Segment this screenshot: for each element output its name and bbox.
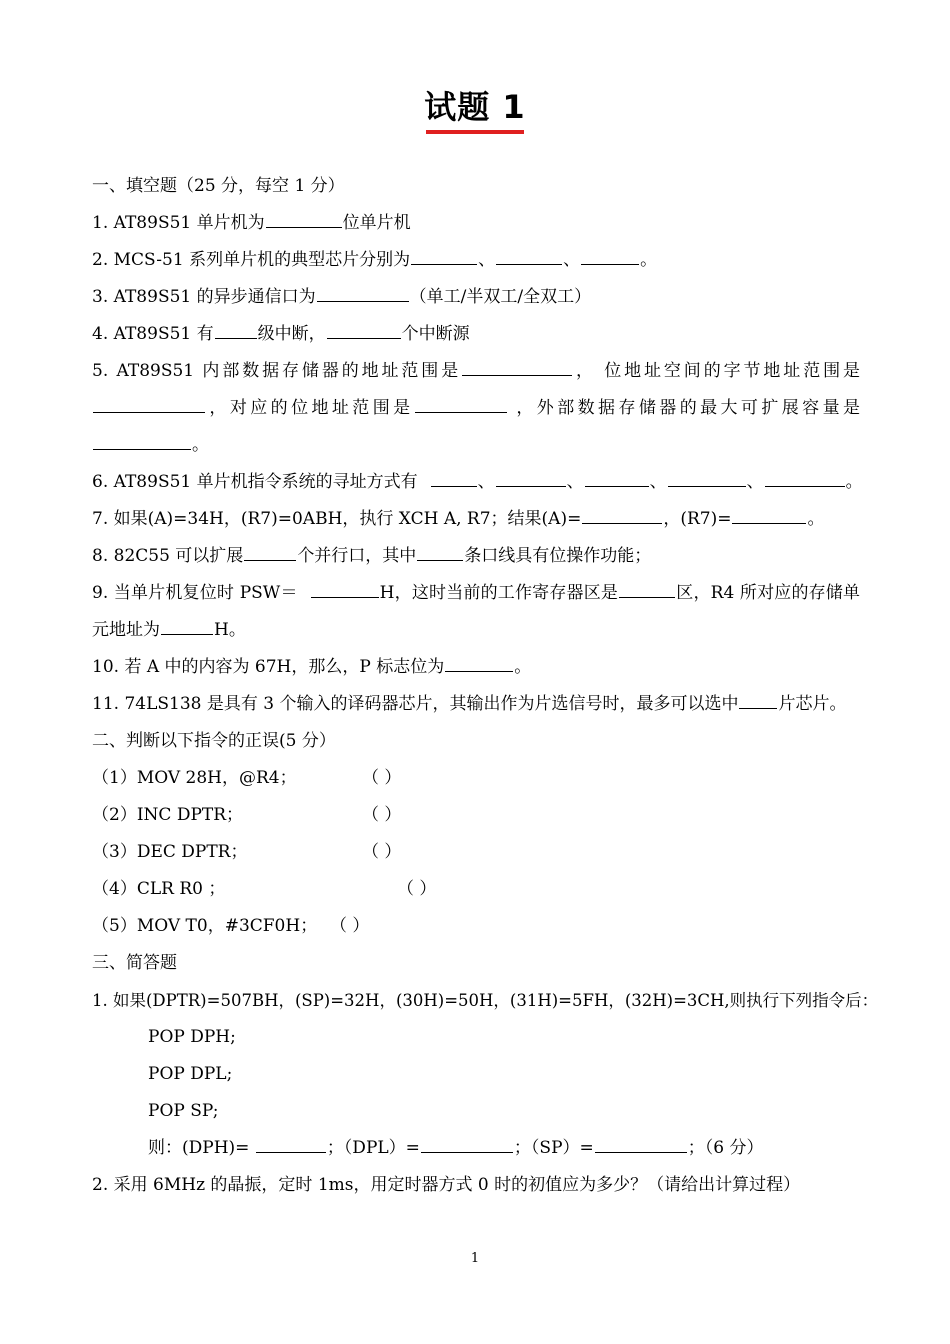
question-2: 2. MCS-51 系列单片机的典型芯片分别为 、 、 。	[92, 250, 658, 270]
blank[interactable]	[668, 470, 746, 487]
code-line-1: POP DPH;	[148, 1027, 236, 1047]
short-answer-2: 2. 采用 6MHz 的晶振，定时 1ms，用定时器方式 0 时的初值应为多少？（请给出计算过程）	[92, 1175, 801, 1195]
question-6: 6. AT89S51 单片机指令系统的寻址方式有 、 、 、 、 。	[92, 472, 863, 492]
question-7: 7. 如果(A)=34H，(R7)=0ABH，执行 XCH A, R7；结果(A)= ，(R7)= 。	[92, 509, 825, 529]
section1-heading: 一、填空题（25 分，每空 1 分）	[92, 176, 345, 196]
blank[interactable]	[496, 470, 566, 487]
section3-heading: 三、简答题	[92, 953, 177, 973]
judge-item-5: （5）MOV T0，#3CF0H； （ ）	[92, 916, 370, 936]
blank[interactable]	[93, 433, 191, 450]
blank[interactable]	[317, 285, 409, 302]
blank[interactable]	[431, 470, 477, 487]
section2-heading: 二、判断以下指令的正误(5 分）	[92, 731, 336, 751]
question-5: 5. AT89S51 内部数据存储器的地址范围是 ， 位地址空间的字节地址范围是，对应的位地址范围是 ，外部数据存储器的最大可扩展容量是。	[92, 361, 861, 455]
blank[interactable]	[595, 1136, 687, 1153]
question-8: 8. 82C55 可以扩展 个并行口，其中 条口线具有位操作功能；	[92, 546, 652, 566]
blank[interactable]	[417, 544, 463, 561]
short-answer-1-result: 则：(DPH)= ；（DPL）= ；（SP）= ；（6 分）	[148, 1138, 764, 1158]
blank[interactable]	[161, 618, 213, 635]
blank[interactable]	[244, 544, 296, 561]
exam-content	[92, 168, 879, 1204]
page-title: 试题 1	[424, 88, 526, 126]
blank[interactable]	[415, 396, 507, 413]
blank[interactable]	[215, 322, 257, 339]
blank[interactable]	[581, 248, 639, 265]
judge-item-4: （4）CLR R0 ； （ ）	[92, 879, 437, 899]
question-1: 1. AT89S51 单片机为 位单片机	[92, 213, 411, 233]
question-11: 11. 74LS138 是具有 3 个输入的译码器芯片，其输出作为片选信号时，最多可以选中 片芯片。	[92, 694, 847, 714]
blank[interactable]	[739, 692, 777, 709]
blank[interactable]	[445, 655, 513, 672]
blank[interactable]	[462, 359, 572, 376]
page-number: 1	[470, 1251, 480, 1266]
judge-item-2: （2）INC DPTR； （ ）	[92, 805, 402, 825]
blank[interactable]	[411, 248, 477, 265]
blank[interactable]	[421, 1136, 513, 1153]
blank[interactable]	[496, 248, 562, 265]
code-line-3: POP SP;	[148, 1101, 219, 1121]
blank[interactable]	[311, 581, 379, 598]
judge-item-3: （3）DEC DPTR； （ ）	[92, 842, 402, 862]
blank[interactable]	[619, 581, 675, 598]
code-line-2: POP DPL;	[148, 1064, 233, 1084]
question-9: 9. 当单片机复位时 PSW＝ H，这时当前的工作寄存器区是 区，R4 所对应的存储单元地址为 H。	[92, 583, 860, 640]
blank[interactable]	[732, 507, 806, 524]
title-underline	[426, 130, 524, 134]
judge-item-1: （1）MOV 28H，@R4； （ ）	[92, 768, 402, 788]
blank[interactable]	[582, 507, 662, 524]
blank[interactable]	[256, 1136, 326, 1153]
question-3: 3. AT89S51 的异步通信口为 （单工/半双工/全双工）	[92, 287, 592, 307]
blank[interactable]	[585, 470, 649, 487]
blank[interactable]	[93, 396, 205, 413]
blank[interactable]	[327, 322, 401, 339]
question-10: 10. 若 A 中的内容为 67H，那么，P 标志位为 。	[92, 657, 532, 677]
blank[interactable]	[765, 470, 845, 487]
blank[interactable]	[266, 211, 342, 228]
short-answer-1: 1. 如果(DPTR)=507BH，(SP)=32H，(30H)=50H，(31H)=5FH，(32H)=3CH,则执行下列指令后：	[92, 991, 879, 1010]
question-4: 4. AT89S51 有 级中断， 个中断源	[92, 324, 470, 344]
